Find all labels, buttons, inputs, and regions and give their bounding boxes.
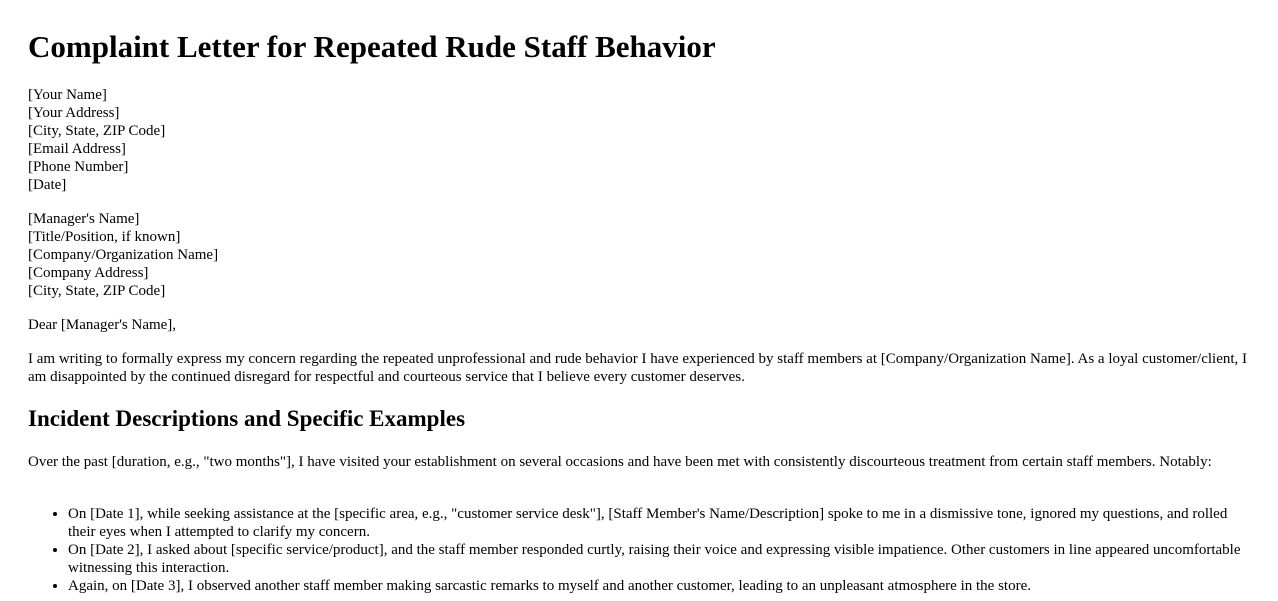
sender-address-block — [28, 86, 1250, 194]
incident-list — [28, 505, 1250, 595]
list-item: • Again, on [Date 3], I observed another staff member making sarcastic remarks to myself and another customer, leading to an unpleasant atmosphere in the store. — [68, 577, 1250, 595]
salutation: Dear [Manager's Name], — [28, 317, 177, 333]
sender-city-state-zip: [City, State, ZIP Code] — [28, 123, 166, 139]
sender-name: [Your Name] — [28, 87, 107, 103]
salutation-block — [28, 316, 1250, 334]
sender-date: [Date] — [28, 177, 67, 193]
section-heading: Incident Descriptions and Specific Examples — [28, 406, 466, 431]
recipient-address-block — [28, 210, 1250, 300]
intro-paragraph: I am writing to formally express my concern regarding the repeated unprofessional and rude behavior I have experienced by staff members at [Company/Organization Name]. As a loyal customer/client, I am disappointed by the continued disregard for respectful and courteous service that I believe every customer deserves. — [28, 351, 1248, 385]
sender-email: [Email Address] — [28, 141, 126, 157]
intro-block — [28, 350, 1250, 386]
recipient-city-state-zip: [City, State, ZIP Code] — [28, 283, 166, 299]
sender-address: [Your Address] — [28, 105, 120, 121]
sender-phone: [Phone Number] — [28, 159, 129, 175]
page-title: Complaint Letter for Repeated Rude Staff Behavior — [28, 29, 716, 64]
recipient-title: [Title/Position, if known] — [28, 229, 181, 245]
list-item: • On [Date 1], while seeking assistance at the [specific area, e.g., "customer service desk"], [Staff Member's Name/Description] spoke to me in a dismissive tone, ignored my questions, and rolled their eyes when I attempted to clarify my concern. — [68, 505, 1250, 541]
recipient-company: [Company/Organization Name] — [28, 247, 219, 263]
section-heading-block — [28, 405, 1250, 433]
section-intro-block — [28, 453, 1250, 471]
recipient-manager-name: [Manager's Name] — [28, 211, 140, 227]
section-intro-paragraph: Over the past [duration, e.g., "two months"], I have visited your establishment on several occasions and have been met with consistently discourteous treatment from certain staff members. Notably: — [28, 454, 1212, 470]
incident-list-block — [28, 505, 1250, 595]
list-item: • On [Date 2], I asked about [specific service/product], and the staff member responded curtly, raising their voice and expressing visible impatience. Other customers in line appeared uncomfortable witnessing this interaction. — [68, 541, 1250, 577]
recipient-company-address: [Company Address] — [28, 265, 149, 281]
